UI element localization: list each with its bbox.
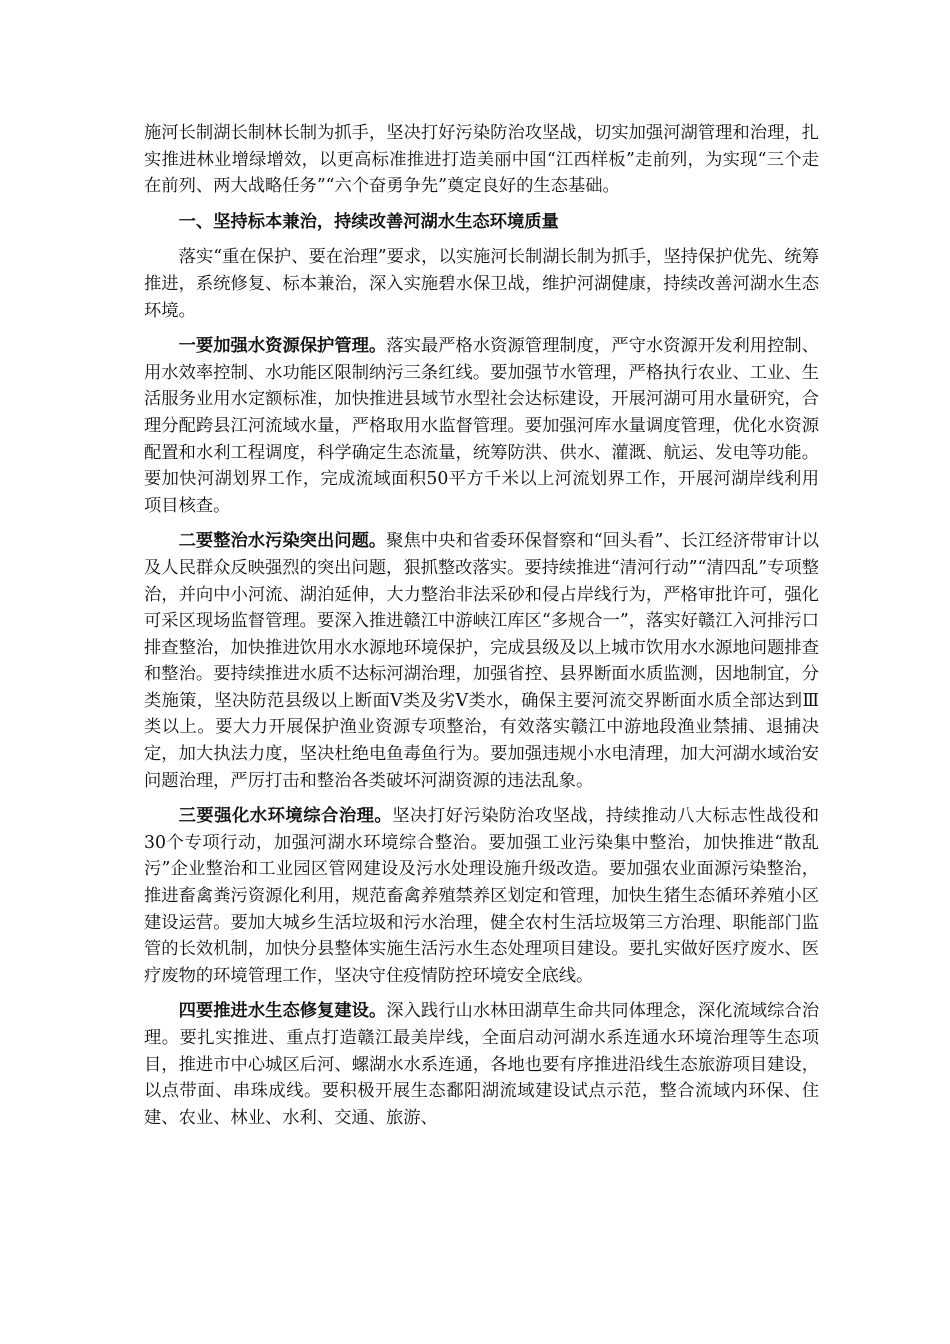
section-heading: 一、坚持标本兼治，持续改善河湖水生态环境质量 [178,211,559,232]
item-lead: 四要推进水生态修复建设。 [178,1001,387,1022]
item-lead: 二要整治水污染突出问题。 [178,531,387,552]
item-body: 聚焦中央和省委环保督察和“回头看”、长江经济带审计以及人民群众反映强烈的突出问题，狠抓整改落实。要持续推进“清河行动”“清四乱”专项整治，并向中小河流、湖泊延伸，大力整治非法采砂和侵占岸线行为，严格审批许可，强化可采区现场监督管理。要深入推进赣江中游峡江库区“多规合一”，落实好赣江入河排污口排查整治，加快推进饮用水水源地环境保护，完成县级及以上城市饮用水水源地问题排查和整治。要持续推进水质不达标河湖治理，加强省控、县界断面水质监测，因地制宜，分类施策，坚决防范县级以上断面Ⅴ类及劣Ⅴ类水，确保主要河流交界断面水质全部达到Ⅲ类以上。要大力开展保护渔业资源专项整治，有效落实赣江中游地段渔业禁捕、退捕决定，加大执法力度，坚决杜绝电鱼毒鱼行为。要加强违规小水电清理，加大河湖水域治安问题治理，严厉打击和整治各类破坏河湖资源的违法乱象。 [144,531,819,791]
item-lead: 三要强化水环境综合治理。 [178,806,393,827]
item-paragraph-water-pollution [144,528,819,794]
document-page [144,120,819,1140]
section-summary-paragraph: 落实“重在保护、要在治理”要求，以实施河长制湖长制为抓手，坚持保护优先、统筹推进，系统修复、标本兼治，深入实施碧水保卫战，维护河湖健康，持续改善河湖水生态环境。 [144,247,819,321]
item-paragraph-water-resources [144,333,819,519]
intro-paragraph: 施河长制湖长制林长制为抓手，坚决打好污染防治攻坚战，切实加强河湖管理和治理，扎实推进林业增绿增效，以更高标准推进打造美丽中国“江西样板”走前列，为实现“三个走在前列、两大战略任务”“六个奋勇争先”奠定良好的生态基础。 [144,123,819,197]
item-body: 落实最严格水资源管理制度，严守水资源开发利用控制、用水效率控制、水功能区限制纳污三条红线。要加强节水管理，严格执行农业、工业、生活服务业用水定额标准，加快推进县域节水型社会达标建设，开展河湖可用水量研究，合理分配跨县江河流域水量，严格取用水监督管理。要加强河库水量调度管理，优化水资源配置和水利工程调度，科学确定生态流量，统筹防洪、供水、灌溉、航运、发电等功能。要加快河湖划界工作，完成流域面积50平方千米以上河流划界工作，开展河湖岸线利用项目核查。 [144,336,819,516]
item-lead: 一要加强水资源保护管理。 [178,336,387,357]
item-body: 坚决打好污染防治攻坚战，持续推动八大标志性战役和30个专项行动，加强河湖水环境综合整治。要加强工业污染集中整治，加快推进“散乱污”企业整治和工业园区管网建设及污水处理设施升级改造。要加强农业面源污染整治，推进畜禽粪污资源化利用，规范畜禽养殖禁养区划定和管理，加快生猪生态循环养殖小区建设运营。要加大城乡生活垃圾和污水治理，健全农村生活垃圾第三方治理、职能部门监管的长效机制，加快分县整体实施生活污水生态处理项目建设。要扎实做好医疗废水、医疗废物的环境管理工作，坚决守住疫情防控环境安全底线。 [144,806,819,986]
item-body: 深入践行山水林田湖草生命共同体理念，深化流域综合治理。要扎实推进、重点打造赣江最美岸线，全面启动河湖水系连通水环境治理等生态项目，推进市中心城区后河、螺湖水水系连通，各地也要有序推进沿线生态旅游项目建设，以点带面、串珠成线。要积极开展生态鄱阳湖流域建设试点示范，整合流域内环保、住建、农业、林业、水利、交通、旅游、 [144,1001,819,1128]
item-paragraph-water-ecology [144,998,819,1131]
item-paragraph-water-environment [144,803,819,989]
